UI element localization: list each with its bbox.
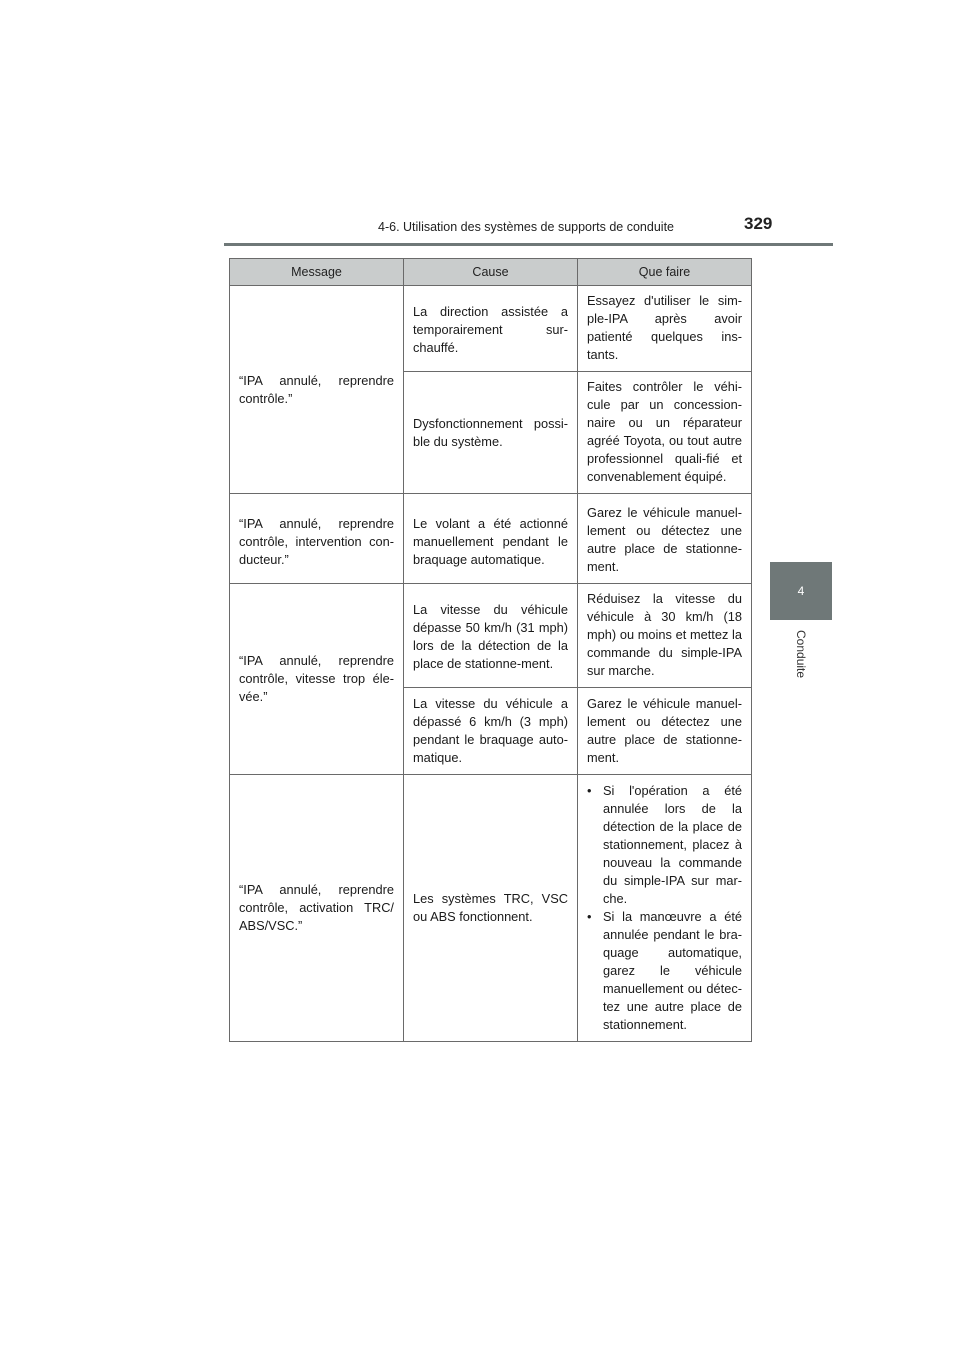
column-header-action: Que faire <box>578 259 752 286</box>
message-cell: “IPA annulé, reprendre contrôle, activation TRC/ ABS/VSC.” <box>230 775 404 1042</box>
bullet-mark: • <box>587 909 592 924</box>
table-row <box>230 775 752 1042</box>
bullet-mark: • <box>587 783 592 798</box>
header-title: 4-6. Utilisation des systèmes de supports de conduite <box>378 220 674 234</box>
table-row <box>230 286 752 372</box>
message-cell: “IPA annulé, reprendre contrôle, intervention con-ducteur.” <box>230 494 404 584</box>
message-cell: “IPA annulé, reprendre contrôle, vitesse trop éle-vée.” <box>230 584 404 775</box>
cause-cell: La vitesse du véhicule dépasse 50 km/h (31 mph) lors de la détection de la place de stationne-ment. <box>404 584 578 688</box>
message-cell: “IPA annulé, reprendre contrôle.” <box>230 286 404 494</box>
message-table <box>229 258 752 1042</box>
list-item <box>587 908 742 1034</box>
action-cell: Faites contrôler le véhi-cule par un concession-naire ou un réparateur agréé Toyota, ou tout autre professionnel quali-fié et convenablement équipé. <box>578 372 752 494</box>
list-item-text: Si l'opération a été annulée lors de la détection de la place de stationnement, placez à nouveau la commande du simple-IPA sur mar-che. <box>603 783 742 906</box>
action-cell: Essayez d'utiliser le sim-ple-IPA après avoir patienté quelques ins-tants. <box>578 286 752 372</box>
cause-cell: Les systèmes TRC, VSC ou ABS fonctionnent. <box>404 775 578 1042</box>
table-header-row <box>230 259 752 286</box>
list-item-text: Si la manœuvre a été annulée pendant le bra-quage automatique, garez le véhicule manuellement ou détec-tez une autre place de stationnement. <box>603 909 742 1032</box>
action-cell: Garez le véhicule manuel-lement ou détectez une autre place de stationne-ment. <box>578 688 752 775</box>
column-header-message: Message <box>230 259 404 286</box>
action-cell: Garez le véhicule manuel-lement ou détectez une autre place de stationne-ment. <box>578 494 752 584</box>
action-cell: Réduisez la vitesse du véhicule à 30 km/h (18 mph) ou moins et mettez la commande du simple-IPA sur marche. <box>578 584 752 688</box>
page-number: 329 <box>744 214 773 233</box>
cause-cell: Dysfonctionnement possi-ble du système. <box>404 372 578 494</box>
cause-cell: Le volant a été actionné manuellement pendant le braquage automatique. <box>404 494 578 584</box>
column-header-cause: Cause <box>404 259 578 286</box>
header-rule <box>224 243 833 246</box>
cause-cell: La direction assistée a temporairement sur-chauffé. <box>404 286 578 372</box>
chapter-tab[interactable]: 4 <box>770 562 832 620</box>
table-row <box>230 494 752 584</box>
list-item <box>587 782 742 908</box>
chapter-label <box>770 630 832 690</box>
table-row <box>230 584 752 688</box>
chapter-label-text: Conduite <box>794 630 808 679</box>
cause-cell: La vitesse du véhicule a dépassé 6 km/h (3 mph) pendant le braquage auto-matique. <box>404 688 578 775</box>
action-cell <box>578 775 752 1042</box>
